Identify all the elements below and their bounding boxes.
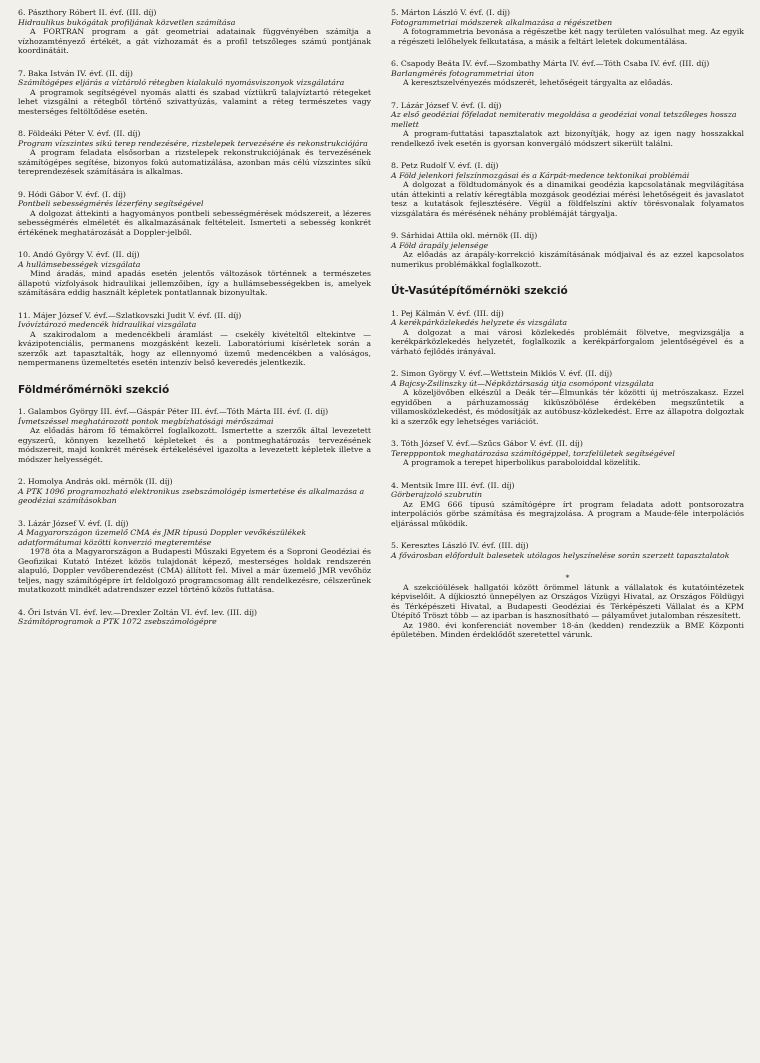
- entry: [18, 519, 371, 595]
- entry-abstract: A FORTRAN program a gát geometriai adatainak függvényében számítja a vízhozamtényező értékét, a gát vízhozamát és a profil tetszőleges számú pontjának koordinátáit.: [18, 27, 371, 55]
- entry: [391, 541, 744, 560]
- entry: [391, 101, 744, 149]
- entry: [18, 608, 371, 627]
- entry-author: 6. Csapody Beáta IV. évf.—Szombathy Márta IV. évf.—Tóth Csaba IV. évf. (III. díj): [391, 59, 710, 68]
- entry-title: Fotogrammetriai módszerek alkalmazása a régészetben: [391, 17, 613, 27]
- entry-abstract: A fotogrammetria bevonása a régészetbe két nagy területen valósulhat meg. Az egyik a régészeti lelőhelyek felkutatása, a másik a feltárt leletek dokumentálása.: [391, 27, 744, 46]
- entry-abstract: Az EMG 666 típusú számítógépre írt program feladata adott pontsorozatra interpolációs görbe számítása és megrajzolása. A program a Maude-féle interpolációs eljárással működik.: [391, 499, 744, 528]
- entry-title: A hullámsebességek vizsgálata: [18, 259, 141, 269]
- entry-author: 10. Andó György V. évf. (II. díj): [18, 250, 140, 259]
- entry-abstract: A közeljövőben elkészül a Deák tér—Élmunkás tér közötti új metrószakasz. Ezzel egyidőben a párhuzamosság kiküszöbölése érdekében megszűntetik a villamosközlekedést, és módosítják az autóbusz-közlekedést. Erre az állapotra dolgoztak ki a szerzők egy lehetséges variációt.: [391, 388, 744, 426]
- entry-author: 4. Mentsik Imre III. évf. (II. díj): [391, 480, 515, 490]
- closing-paragraph: A szekcióülések hallgatói között örömmel látunk a vállalatok és kutatóintézetek képviselőit. A díjkiosztó ünnepélyen az Országos Vízügyi Hivatal, az Országos Földügyi és Térképészeti Hivatal, a Budapesti Geodéziai és Térképészeti Vállalat és a KPM Útépítő Tröszt több — az iparban is hasznosítható — pályaművet jutalomban részesített.: [391, 582, 744, 620]
- right-column: [391, 8, 744, 1059]
- closing-paragraph: Az 1980. évi konferenciát november 18-án (kedden) rendezzük a BME Központi épületében. Minden érdeklődőt szeretettel várunk.: [391, 620, 744, 639]
- entry-title: A PTK 1096 programozható elektronikus zsebszámológép ismertetése és alkalmazása a geodéziai számításokban: [18, 486, 365, 505]
- separator-star: *: [565, 573, 570, 582]
- entry-author: 8. Petz Rudolf V. évf. (I. díj): [391, 161, 499, 170]
- entry-title: A Magyarországon üzemelő CMA és JMR típusú Doppler vevőkészülékek adatformátumai közötti konverzió megteremtése: [18, 528, 307, 547]
- entry-abstract: 1978 óta a Magyarországon a Budapesti Műszaki Egyetem és a Soproni Geodéziai és Geofizikai Kutató Intézet közös tulajdonát képező, mesterséges holdak rendszerén alapuló, Doppler vevőberendezést (CMA) állított fel. Mivel a már üzemelő JMR vevőhöz teljes, nagy számítógépre írt feldolgozó programcsomag állt rendelkezésre, célszerűnek mutatkozott mindkét adatrendszer ezzel történő közös futtatása.: [18, 547, 371, 594]
- entry: [18, 8, 371, 56]
- entry-author: 9. Sárhidai Attila okl. mérnök (II. díj): [391, 231, 538, 240]
- entry-author: 8. Földeáki Péter V. évf. (II. díj): [18, 129, 141, 138]
- entry: [391, 369, 744, 426]
- entry-author: 1. Galambos György III. évf.—Gáspár Péter III. évf.—Tóth Márta III. évf. (I. díj): [18, 407, 329, 416]
- entry-title: Barlangmérés fotogrammetriai úton: [391, 68, 535, 78]
- left-column: [18, 8, 371, 1059]
- entry-title: Ívmetszéssel meghatározott pontok megbízhatósági mérőszámai: [18, 416, 274, 426]
- entry-title: A Föld árapály jelensége: [391, 240, 489, 250]
- entry-abstract: Az előadás az árapály-korrekció kiszámításának módjaival és az ezzel kapcsolatos numerikus problémákkal foglalkozott.: [391, 250, 744, 269]
- entry-author: 5. Márton László V. évf. (I. díj): [391, 8, 511, 17]
- entry-author: 2. Simon György V. évf.—Wettstein Miklós V. évf. (II. díj): [391, 369, 613, 378]
- entry: [391, 161, 744, 218]
- entry-abstract: A dolgozat a földtudományok és a dinamikai geodézia kapcsolatának megvilágítása után áttekinti a relatív kéregtábla mozgások geodéziai mérési lehetőségeit és javaslatot tesz a kutatások fejlesztésére. Végül a földfelszíni aktív törésvonalak folyamatos vizsgálatára és mérésének néhány problémáját tárgyalja.: [391, 180, 744, 218]
- entry-title: Számítógépes eljárás a víztároló rétegben kialakuló nyomásviszonyok vizsgálatára: [18, 78, 345, 87]
- entry-author: 4. Őri István VI. évf. lev.—Drexler Zoltán VI. évf. lev. (III. díj): [18, 607, 258, 617]
- entry-abstract: A programok a terepet hiperbolikus paraboloiddal közelítik.: [403, 458, 641, 467]
- entry-author: 2. Homolya András okl. mérnök (II. díj): [18, 477, 173, 486]
- entry-title: Az első geodéziai főfeladat nemiterativ megoldása a geodéziai vonal tetszőleges hossza mellett: [391, 110, 737, 129]
- entry-author: 7. Baka István IV. évf. (II. díj): [18, 68, 133, 78]
- entry-author: 7. Lázár József V. évf. (I. díj): [391, 100, 502, 110]
- entry: [18, 129, 371, 177]
- entry-abstract: A program-futtatási tapasztalatok azt bizonyítják, hogy az igen nagy hosszakkal rendelkező ívek esetén is gyorsan konvergáló módszert sikerült találni.: [391, 129, 744, 148]
- entry-title: A fővárosban előfordult balesetek utólagos helyszínelése során szerzett tapasztalatok: [391, 550, 730, 560]
- entry: [391, 59, 744, 88]
- entry-title: Terepppontok meghatározása számítógéppel, torzfelületek segítségével: [391, 448, 675, 458]
- entry: [391, 481, 744, 529]
- entry: [391, 439, 744, 468]
- entry-author: 11. Májer József V. évf.—Szlatkovszki Judit V. évf. (II. díj): [18, 310, 242, 320]
- entry: [18, 311, 371, 368]
- entry-title: Program vízszintes sikú terep rendezésére, rizstelepek tervezésére és rekonstrukciójára: [18, 138, 368, 148]
- entry-title: Ivóvíztározó medencék hidraulikai vizsgálata: [18, 320, 197, 329]
- section-heading-road-rail: Út-Vasútépítőmérnöki szekció: [391, 285, 568, 297]
- entry: [391, 231, 744, 269]
- entry: [18, 250, 371, 298]
- entry-title: Hidraulikus bukógátak profiljának közvetlen számítása: [18, 17, 236, 27]
- entry-title: Görberajzoló szubrutin: [391, 490, 483, 499]
- entry-author: 6. Pászthory Róbert II. évf. (III. díj): [18, 8, 157, 17]
- entry-abstract: A szakirodalom a medencékbeli áramlást — csekély kivételtől eltekintve — kvázipotenciális, permanens mozgásként kezeli. Laboratóriumi kísérletek során a szerzők azt tapasztalták, hogy az ellennyomó üzemű medencékben a valóságos, nempermanens üzemeltetés esetén intenzív belső keveredés jelentkezik.: [18, 329, 371, 367]
- entry-abstract: A keresztszelvényezés módszerét, lehetőségeit tárgyalta az előadás.: [403, 78, 673, 87]
- entry-title: A Bajcsy-Zsilinszky út—Népköztársaság útja csomópont vizsgálata: [391, 378, 654, 388]
- entry-author: 5. Keresztes László IV. évf. (III. díj): [391, 541, 529, 550]
- entry-author: 3. Tóth József V. évf.—Szűcs Gábor V. évf. (II. díj): [391, 439, 583, 448]
- entry: [391, 8, 744, 46]
- entry-abstract: Mind áradás, mind apadás esetén jelentős változások történnek a természetes állapotú vízfolyások hidraulikai jellemzőiben, így a hullámsebességekben is, amelyek számítására eddig használt képletek pontatlannak bizonyultak.: [18, 269, 371, 297]
- entry-author: 9. Hódi Gábor V. évf. (I. díj): [18, 189, 126, 199]
- entry-abstract: A programok segítségével nyomás alatti és szabad víztükrű talajvíztartó rétegeket lehet vizsgálni a rétegből történő szivattyúzás, valamint a réteg természetes vagy mesterséges feltöltődése esetén.: [18, 87, 371, 116]
- entry-abstract: A program feladata elsősorban a rizstelepek rekonstrukciójának és tervezésének számítógépes segítése, bizonyos fokú automatizálása, azonban más célú vízszintes síkú tereprendezések számítására is alkalmas.: [18, 148, 371, 176]
- entry-title: Számítóprogramok a PTK 1072 zsebszámológépre: [18, 617, 217, 626]
- entry: [18, 407, 371, 464]
- entry: [391, 309, 744, 357]
- entry-title: A Föld jelenkori felszínmozgásai és a Kárpát-medence tektonikai problémái: [391, 170, 690, 180]
- entry: [18, 477, 371, 506]
- entry-title: A kerékpárközlekedés helyzete és vizsgálata: [391, 318, 568, 327]
- entry-abstract: A dolgozat a mai városi közlekedés problémáit fölvetve, megvizsgálja a kerékpárközlekedés helyzetét, foglalkozik a kerékpárforgalom jelentőségével és a várható fejlődés irányával.: [391, 327, 744, 356]
- entry-abstract: Az előadás három fő témakörrel foglalkozott. Ismertette a szerzők által levezetett egyszerű, könnyen kezelhető képleteket és a pontmeghatározás tervezésének módszereit, majd konkrét mérések értékelésével igazolta a levezetett képletek illetve a módszer helyességét.: [18, 426, 371, 464]
- entry-author: 3. Lázár József V. évf. (I. díj): [18, 518, 129, 528]
- section-heading-surveying: Földmérőmérnöki szekció: [18, 383, 170, 396]
- entry-author: 1. Pej Kálmán V. évf. (III. díj): [391, 308, 504, 318]
- entry: [18, 190, 371, 238]
- entry: [18, 69, 371, 117]
- entry-title: Pontbeli sebességmérés lézerfény segítségével: [18, 199, 204, 208]
- entry-abstract: A dolgozat áttekinti a hagyományos pontbeli sebességmérések módszereit, a lézeres sebességmérés elméletét és alkalmazásának feltételeit. Ismerteti a sebesség konkrét értékének meghatározását a Doppler-jelből.: [18, 208, 371, 237]
